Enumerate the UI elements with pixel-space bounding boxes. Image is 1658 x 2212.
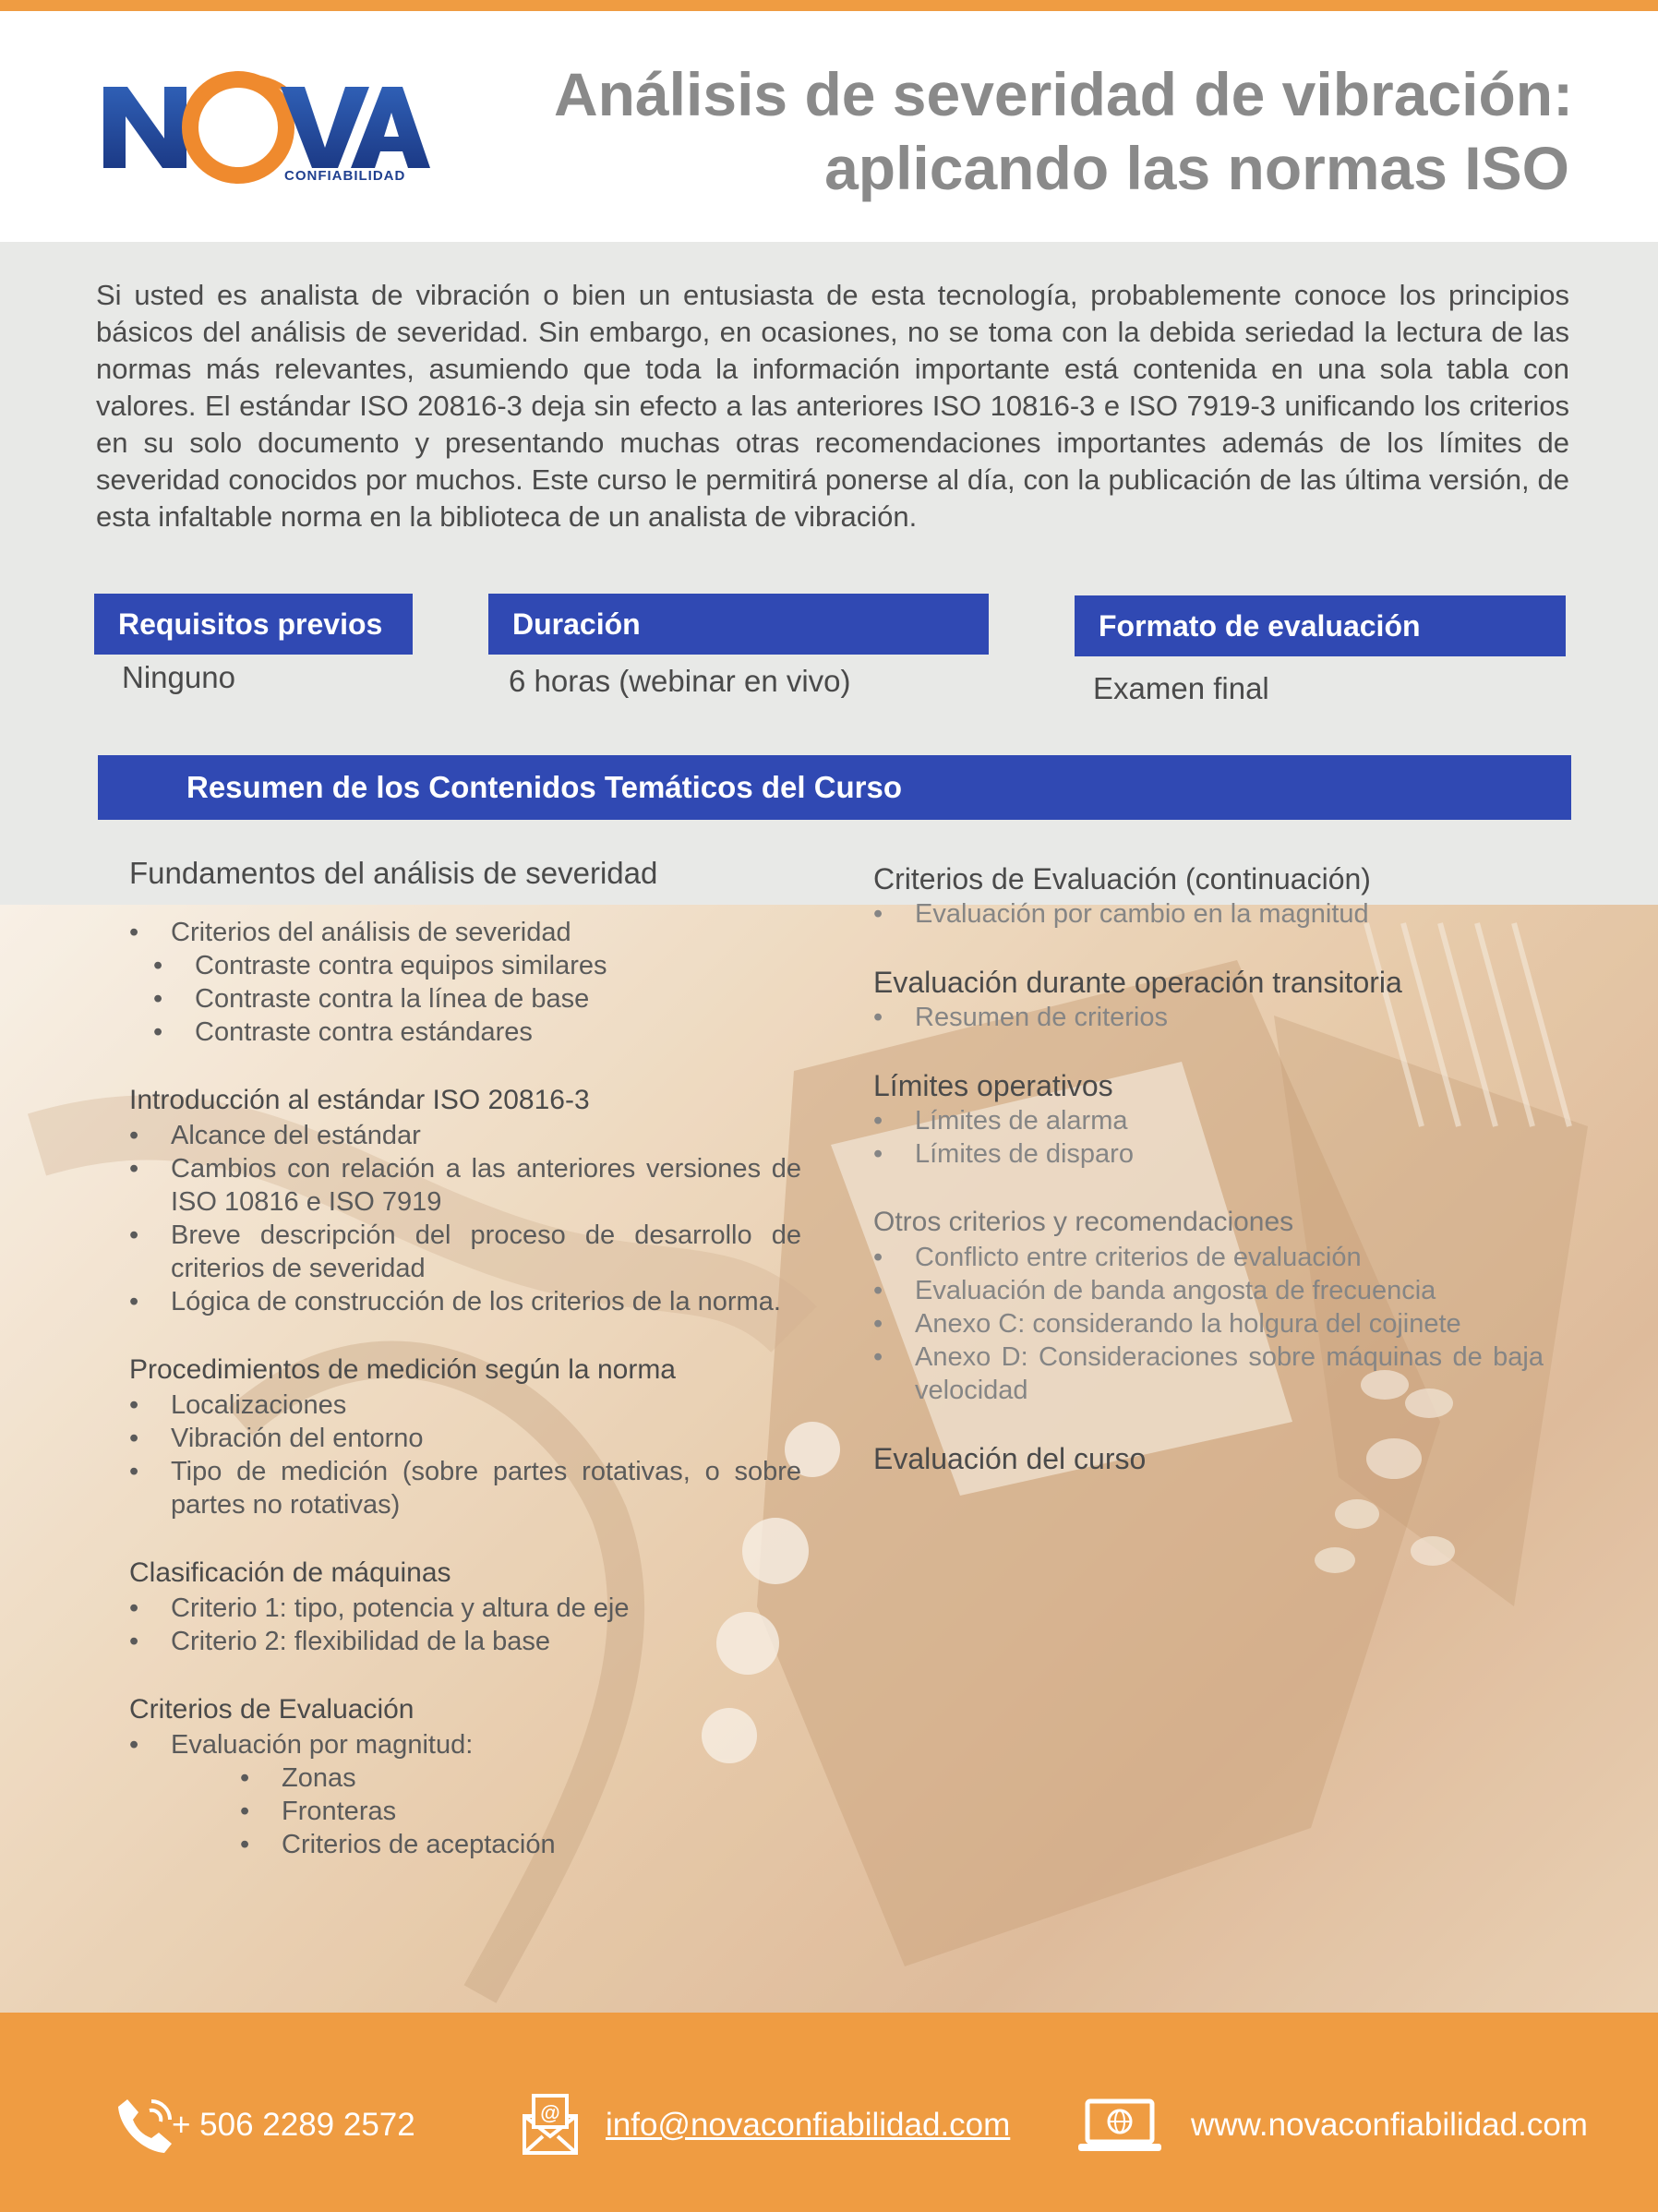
section-heading: Evaluación durante operación transitoria bbox=[873, 966, 1402, 999]
duration-value: 6 horas (webinar en vivo) bbox=[509, 664, 851, 698]
topic-list bbox=[873, 1241, 1544, 1407]
list-item: • Localizaciones bbox=[129, 1389, 801, 1422]
list-item: • Contraste contra estándares bbox=[129, 1016, 801, 1049]
website-link[interactable]: www.novaconfiabilidad.com bbox=[1191, 2107, 1588, 2143]
topic-list bbox=[129, 1119, 801, 1318]
page-title bbox=[554, 57, 1574, 205]
intro-paragraph: Si usted es analista de vibración o bien un entusiasta de esta tecnología, probablemente conoce los principios básicos del análisis de severidad. Sin embargo, en ocasiones, no se toma con la debida seriedad la lectura de las normas más relevantes, asumiendo que toda la información importante está contenida en una sola tabla con valores. El estándar ISO 20816-3 deja sin efecto a las anteriores ISO 10816-3 e ISO 7919-3 unificando los criterios en su solo documento y presentando muchas otras recomendaciones importantes además de los límites de severidad conocidos por muchos. Este curso le permitirá ponerse al día, con la publicación de las última versión, de esta infaltable norma en la biblioteca de un analista de vibración. bbox=[96, 279, 1569, 533]
svg-text:@: @ bbox=[540, 2101, 560, 2124]
topic-list bbox=[873, 1001, 1544, 1034]
web-icon bbox=[1076, 2098, 1163, 2153]
list-item: • Lógica de construcción de los criterios de la norma. bbox=[129, 1285, 801, 1318]
list-item: • Límites de disparo bbox=[873, 1137, 1544, 1171]
duration-label: Duración bbox=[488, 594, 989, 655]
section-heading: Criterios de Evaluación (continuación) bbox=[873, 862, 1371, 896]
evaluation-label: Formato de evaluación bbox=[1075, 595, 1566, 656]
evaluation-value: Examen final bbox=[1093, 671, 1269, 705]
left-column bbox=[129, 855, 801, 1861]
phone-icon bbox=[114, 2096, 175, 2157]
section-heading: Procedimientos de medición según la norma bbox=[129, 1354, 676, 1385]
section-heading: Límites operativos bbox=[873, 1069, 1113, 1102]
logo-subtitle: CONFIABILIDAD bbox=[284, 168, 406, 184]
list-item: • Fronteras bbox=[129, 1795, 801, 1828]
section-heading: Evaluación del curso bbox=[873, 1442, 1147, 1475]
list-item: • Anexo D: Consideraciones sobre máquinas de baja velocidad bbox=[873, 1340, 1544, 1407]
list-item: • Tipo de medición (sobre partes rotativas, o sobre partes no rotativas) bbox=[129, 1455, 801, 1521]
topic-list bbox=[129, 1592, 801, 1658]
nova-logo bbox=[100, 66, 432, 196]
contents-section-title: Resumen de los Contenidos Temáticos del Curso bbox=[98, 755, 1571, 820]
section-heading: Clasificación de máquinas bbox=[129, 1557, 451, 1588]
prereq-label: Requisitos previos bbox=[94, 594, 413, 655]
email-link[interactable] bbox=[606, 2105, 1010, 2146]
list-item: • Anexo C: considerando la holgura del cojinete bbox=[873, 1307, 1544, 1340]
list-item: • Criterios de aceptación bbox=[129, 1828, 801, 1861]
prereq-box bbox=[94, 594, 413, 695]
email-address[interactable]: info@novaconfiabilidad.com bbox=[606, 2107, 1011, 2143]
list-item: • Límites de alarma bbox=[873, 1104, 1544, 1137]
list-item: • Cambios con relación a las anteriores versiones de ISO 10816 e ISO 7919 bbox=[129, 1152, 801, 1219]
list-item: • Evaluación por cambio en la magnitud bbox=[873, 897, 1544, 931]
list-item: • Vibración del entorno bbox=[129, 1422, 801, 1455]
list-item: • Zonas bbox=[129, 1761, 801, 1795]
topic-list bbox=[129, 1389, 801, 1521]
section-heading: Introducción al estándar ISO 20816-3 bbox=[129, 1085, 590, 1115]
topic-list bbox=[129, 916, 801, 1049]
duration-box bbox=[488, 594, 989, 699]
topic-list bbox=[873, 1104, 1544, 1171]
list-item: • Criterio 1: tipo, potencia y altura de eje bbox=[129, 1592, 801, 1625]
phone-number[interactable]: + 506 2289 2572 bbox=[172, 2107, 415, 2143]
list-item: • Criterio 2: flexibilidad de la base bbox=[129, 1625, 801, 1658]
list-item: • Contraste contra equipos similares bbox=[129, 949, 801, 982]
list-item: • Contraste contra la línea de base bbox=[129, 982, 801, 1016]
evaluation-box bbox=[1075, 595, 1566, 706]
prereq-value: Ninguno bbox=[122, 660, 235, 694]
list-item: • Evaluación de banda angosta de frecuencia bbox=[873, 1274, 1544, 1307]
email-icon bbox=[521, 2092, 580, 2157]
right-column bbox=[873, 860, 1544, 1477]
list-item: • Resumen de criterios bbox=[873, 1001, 1544, 1034]
list-item: • Conflicto entre criterios de evaluación bbox=[873, 1241, 1544, 1274]
list-item: • Breve descripción del proceso de desarrollo de criterios de severidad bbox=[129, 1219, 801, 1285]
list-item: • Alcance del estándar bbox=[129, 1119, 801, 1152]
title-line-1: Análisis de severidad de vibración: bbox=[554, 60, 1574, 128]
list-item: • Criterios del análisis de severidad bbox=[129, 916, 801, 949]
topic-list bbox=[129, 1728, 801, 1861]
list-item: • Evaluación por magnitud: bbox=[129, 1728, 801, 1761]
section-heading: Criterios de Evaluación bbox=[129, 1694, 414, 1725]
section-heading: Fundamentos del análisis de severidad bbox=[129, 856, 658, 890]
topic-list bbox=[873, 897, 1544, 931]
section-heading: Otros criterios y recomendaciones bbox=[873, 1207, 1294, 1237]
top-accent-bar bbox=[0, 0, 1658, 11]
title-line-2: aplicando las normas ISO bbox=[824, 134, 1569, 202]
